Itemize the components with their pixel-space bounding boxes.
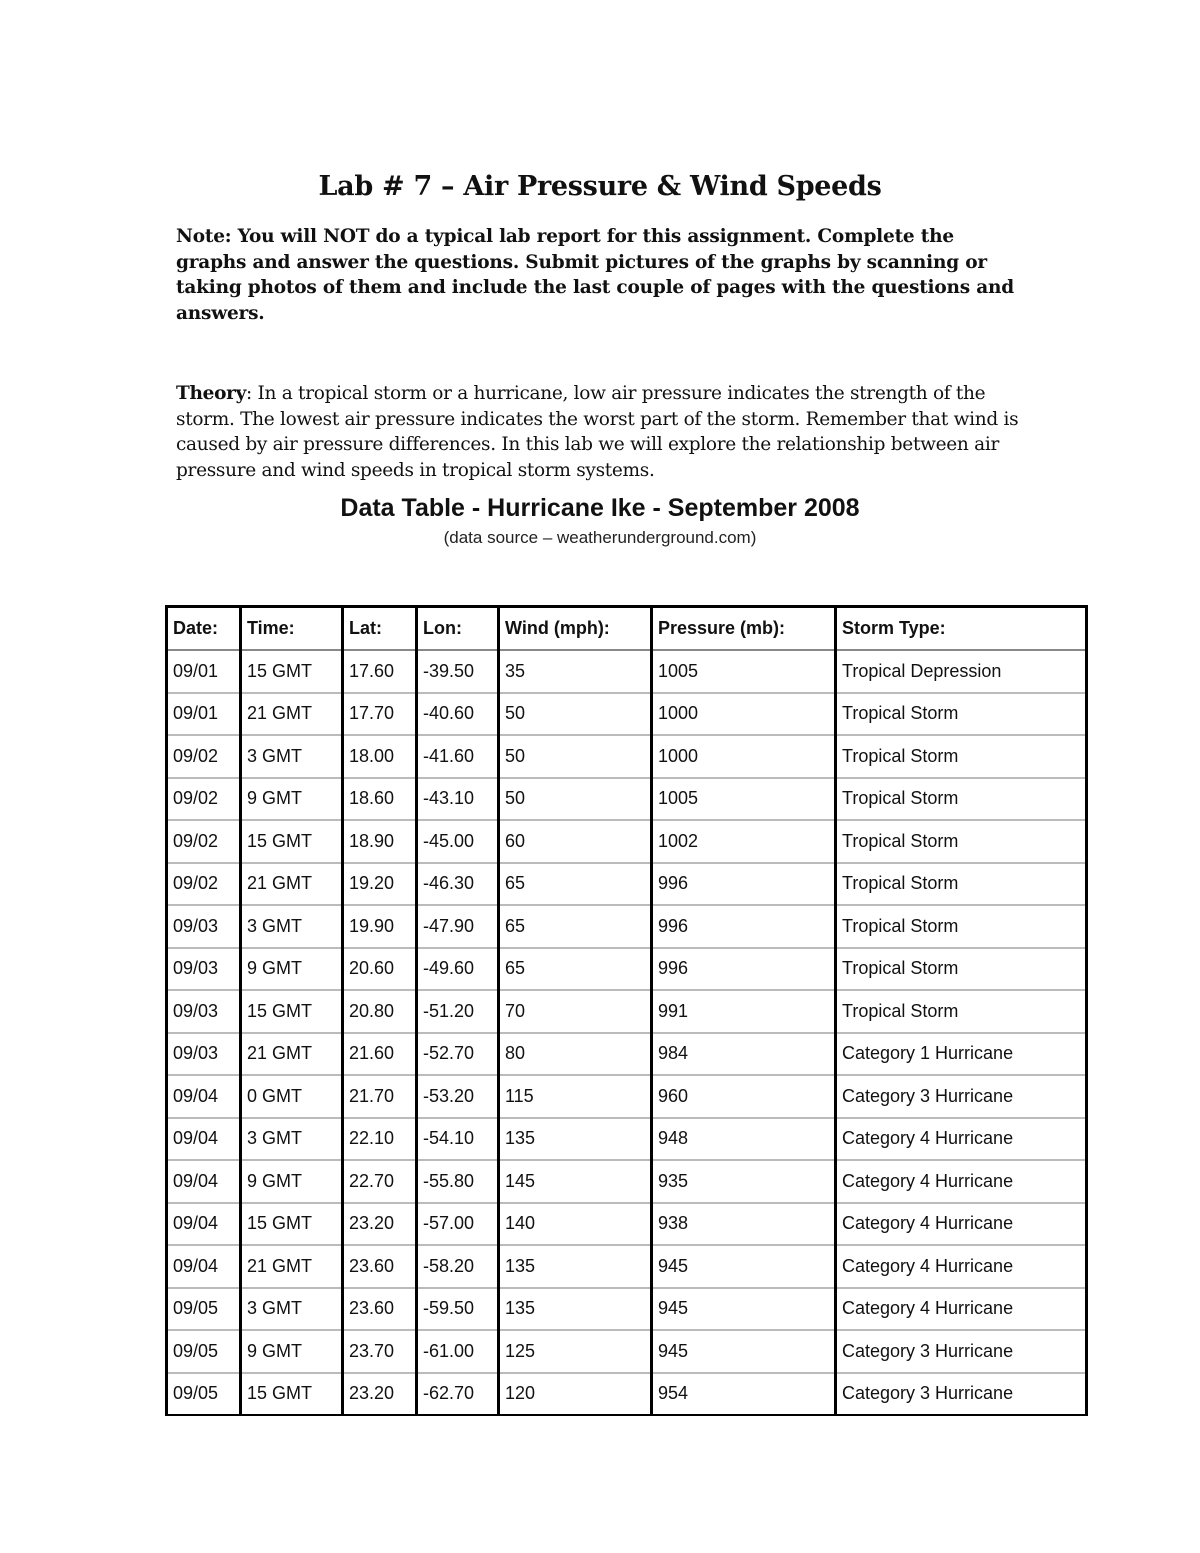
- cell-date: 09/01: [167, 650, 241, 693]
- theory-text: : In a tropical storm or a hurricane, low air pressure indicates the strength of the storm. The lowest air pressure indicates the worst part of the storm. Remember that wind is caused by air pressure differences. In this lab we will explore the relationship between air pressure and wind speeds in tropical storm systems.: [176, 383, 1019, 482]
- cell-date: 09/03: [167, 948, 241, 991]
- cell-lat: 23.60: [343, 1245, 417, 1288]
- cell-date: 09/03: [167, 1033, 241, 1076]
- table-row: [167, 990, 1087, 1033]
- table-row: [167, 863, 1087, 906]
- cell-time: 3 GMT: [241, 1118, 343, 1161]
- cell-storm-type: Category 4 Hurricane: [836, 1160, 1087, 1203]
- cell-wind: 50: [499, 735, 652, 778]
- cell-wind: 135: [499, 1245, 652, 1288]
- cell-lat: 22.70: [343, 1160, 417, 1203]
- cell-pressure: 945: [652, 1288, 836, 1331]
- cell-pressure: 935: [652, 1160, 836, 1203]
- cell-lat: 21.60: [343, 1033, 417, 1076]
- cell-storm-type: Tropical Storm: [836, 778, 1087, 821]
- cell-time: 21 GMT: [241, 693, 343, 736]
- table-row: [167, 1330, 1087, 1373]
- cell-time: 21 GMT: [241, 1245, 343, 1288]
- cell-time: 15 GMT: [241, 650, 343, 693]
- cell-lat: 19.90: [343, 905, 417, 948]
- table-row: [167, 820, 1087, 863]
- cell-pressure: 1002: [652, 820, 836, 863]
- cell-lon: -39.50: [417, 650, 499, 693]
- cell-time: 0 GMT: [241, 1075, 343, 1118]
- table-row: [167, 735, 1087, 778]
- header-time: Time:: [241, 607, 343, 651]
- cell-wind: 70: [499, 990, 652, 1033]
- cell-wind: 140: [499, 1203, 652, 1246]
- cell-wind: 80: [499, 1033, 652, 1076]
- cell-time: 9 GMT: [241, 1160, 343, 1203]
- cell-wind: 50: [499, 778, 652, 821]
- table-row: [167, 905, 1087, 948]
- table-row: [167, 1288, 1087, 1331]
- cell-lat: 19.20: [343, 863, 417, 906]
- header-wind: Wind (mph):: [499, 607, 652, 651]
- cell-time: 3 GMT: [241, 1288, 343, 1331]
- cell-date: 09/02: [167, 863, 241, 906]
- cell-pressure: 948: [652, 1118, 836, 1161]
- cell-date: 09/01: [167, 693, 241, 736]
- hurricane-data-table: [165, 605, 1088, 1416]
- table-row: [167, 693, 1087, 736]
- cell-date: 09/04: [167, 1075, 241, 1118]
- cell-wind: 50: [499, 693, 652, 736]
- assignment-note: Note: You will NOT do a typical lab report for this assignment. Complete the graphs and answer the questions. Submit pictures of the graphs by scanning or taking photos of them and include the last couple of pages with the questions and answers.: [176, 226, 1015, 325]
- cell-pressure: 996: [652, 948, 836, 991]
- table-title: Data Table - Hurricane Ike - September 2008: [340, 494, 860, 522]
- cell-storm-type: Tropical Storm: [836, 693, 1087, 736]
- cell-wind: 120: [499, 1373, 652, 1416]
- cell-date: 09/04: [167, 1118, 241, 1161]
- header-pressure: Pressure (mb):: [652, 607, 836, 651]
- cell-date: 09/03: [167, 990, 241, 1033]
- table-row: [167, 778, 1087, 821]
- cell-pressure: 1005: [652, 650, 836, 693]
- cell-lon: -45.00: [417, 820, 499, 863]
- cell-pressure: 960: [652, 1075, 836, 1118]
- cell-pressure: 954: [652, 1373, 836, 1416]
- cell-lat: 23.20: [343, 1203, 417, 1246]
- cell-storm-type: Category 4 Hurricane: [836, 1118, 1087, 1161]
- cell-pressure: 945: [652, 1245, 836, 1288]
- cell-lon: -62.70: [417, 1373, 499, 1416]
- cell-lon: -46.30: [417, 863, 499, 906]
- cell-wind: 65: [499, 948, 652, 991]
- cell-storm-type: Tropical Storm: [836, 863, 1087, 906]
- cell-lon: -57.00: [417, 1203, 499, 1246]
- cell-wind: 145: [499, 1160, 652, 1203]
- table-row: [167, 1203, 1087, 1246]
- cell-storm-type: Category 3 Hurricane: [836, 1075, 1087, 1118]
- cell-date: 09/04: [167, 1245, 241, 1288]
- cell-time: 3 GMT: [241, 735, 343, 778]
- cell-time: 9 GMT: [241, 948, 343, 991]
- cell-wind: 125: [499, 1330, 652, 1373]
- cell-date: 09/05: [167, 1288, 241, 1331]
- cell-storm-type: Tropical Storm: [836, 735, 1087, 778]
- theory-paragraph: [176, 381, 1026, 484]
- cell-time: 3 GMT: [241, 905, 343, 948]
- table-body: [167, 650, 1087, 1415]
- cell-pressure: 996: [652, 905, 836, 948]
- cell-time: 9 GMT: [241, 1330, 343, 1373]
- cell-lon: -40.60: [417, 693, 499, 736]
- cell-wind: 35: [499, 650, 652, 693]
- table-header-row: [167, 607, 1087, 651]
- cell-lon: -61.00: [417, 1330, 499, 1373]
- table-row: [167, 1033, 1087, 1076]
- cell-lon: -59.50: [417, 1288, 499, 1331]
- cell-lat: 23.20: [343, 1373, 417, 1416]
- cell-lat: 20.60: [343, 948, 417, 991]
- cell-storm-type: Tropical Storm: [836, 820, 1087, 863]
- cell-date: 09/02: [167, 735, 241, 778]
- cell-lat: 23.60: [343, 1288, 417, 1331]
- page-title: Lab # 7 – Air Pressure & Wind Speeds: [318, 171, 882, 202]
- table-row: [167, 1373, 1087, 1416]
- cell-pressure: 1000: [652, 735, 836, 778]
- cell-storm-type: Category 4 Hurricane: [836, 1288, 1087, 1331]
- table-row: [167, 1160, 1087, 1203]
- cell-storm-type: Tropical Storm: [836, 905, 1087, 948]
- cell-pressure: 938: [652, 1203, 836, 1246]
- cell-wind: 135: [499, 1118, 652, 1161]
- cell-storm-type: Tropical Storm: [836, 990, 1087, 1033]
- cell-lon: -43.10: [417, 778, 499, 821]
- cell-time: 21 GMT: [241, 1033, 343, 1076]
- cell-wind: 65: [499, 863, 652, 906]
- cell-time: 15 GMT: [241, 1373, 343, 1416]
- cell-lat: 20.80: [343, 990, 417, 1033]
- cell-lon: -41.60: [417, 735, 499, 778]
- table-row: [167, 1075, 1087, 1118]
- cell-date: 09/05: [167, 1373, 241, 1416]
- cell-lon: -54.10: [417, 1118, 499, 1161]
- cell-lon: -49.60: [417, 948, 499, 991]
- cell-time: 15 GMT: [241, 990, 343, 1033]
- header-lon: Lon:: [417, 607, 499, 651]
- theory-label: Theory: [176, 383, 247, 404]
- cell-pressure: 1005: [652, 778, 836, 821]
- cell-storm-type: Category 3 Hurricane: [836, 1373, 1087, 1416]
- cell-lat: 23.70: [343, 1330, 417, 1373]
- table-row: [167, 1118, 1087, 1161]
- cell-date: 09/03: [167, 905, 241, 948]
- header-storm-type: Storm Type:: [836, 607, 1087, 651]
- cell-storm-type: Category 1 Hurricane: [836, 1033, 1087, 1076]
- cell-wind: 60: [499, 820, 652, 863]
- table-subtitle: (data source – weatherunderground.com): [443, 528, 757, 547]
- header-date: Date:: [167, 607, 241, 651]
- cell-lat: 17.60: [343, 650, 417, 693]
- cell-date: 09/04: [167, 1203, 241, 1246]
- cell-wind: 135: [499, 1288, 652, 1331]
- table-row: [167, 650, 1087, 693]
- cell-storm-type: Category 3 Hurricane: [836, 1330, 1087, 1373]
- cell-storm-type: Category 4 Hurricane: [836, 1245, 1087, 1288]
- cell-time: 15 GMT: [241, 1203, 343, 1246]
- cell-time: 21 GMT: [241, 863, 343, 906]
- cell-wind: 115: [499, 1075, 652, 1118]
- cell-pressure: 984: [652, 1033, 836, 1076]
- cell-lat: 18.60: [343, 778, 417, 821]
- cell-lon: -47.90: [417, 905, 499, 948]
- cell-date: 09/04: [167, 1160, 241, 1203]
- table-row: [167, 1245, 1087, 1288]
- cell-date: 09/05: [167, 1330, 241, 1373]
- cell-wind: 65: [499, 905, 652, 948]
- cell-lon: -53.20: [417, 1075, 499, 1118]
- cell-lat: 18.00: [343, 735, 417, 778]
- cell-storm-type: Category 4 Hurricane: [836, 1203, 1087, 1246]
- cell-storm-type: Tropical Storm: [836, 948, 1087, 991]
- cell-pressure: 945: [652, 1330, 836, 1373]
- cell-lon: -55.80: [417, 1160, 499, 1203]
- cell-time: 9 GMT: [241, 778, 343, 821]
- cell-lat: 22.10: [343, 1118, 417, 1161]
- cell-pressure: 991: [652, 990, 836, 1033]
- cell-date: 09/02: [167, 778, 241, 821]
- header-lat: Lat:: [343, 607, 417, 651]
- cell-pressure: 1000: [652, 693, 836, 736]
- cell-storm-type: Tropical Depression: [836, 650, 1087, 693]
- cell-lon: -51.20: [417, 990, 499, 1033]
- cell-lat: 17.70: [343, 693, 417, 736]
- cell-lon: -52.70: [417, 1033, 499, 1076]
- cell-date: 09/02: [167, 820, 241, 863]
- cell-lat: 21.70: [343, 1075, 417, 1118]
- cell-time: 15 GMT: [241, 820, 343, 863]
- cell-lon: -58.20: [417, 1245, 499, 1288]
- cell-pressure: 996: [652, 863, 836, 906]
- table-row: [167, 948, 1087, 991]
- cell-lat: 18.90: [343, 820, 417, 863]
